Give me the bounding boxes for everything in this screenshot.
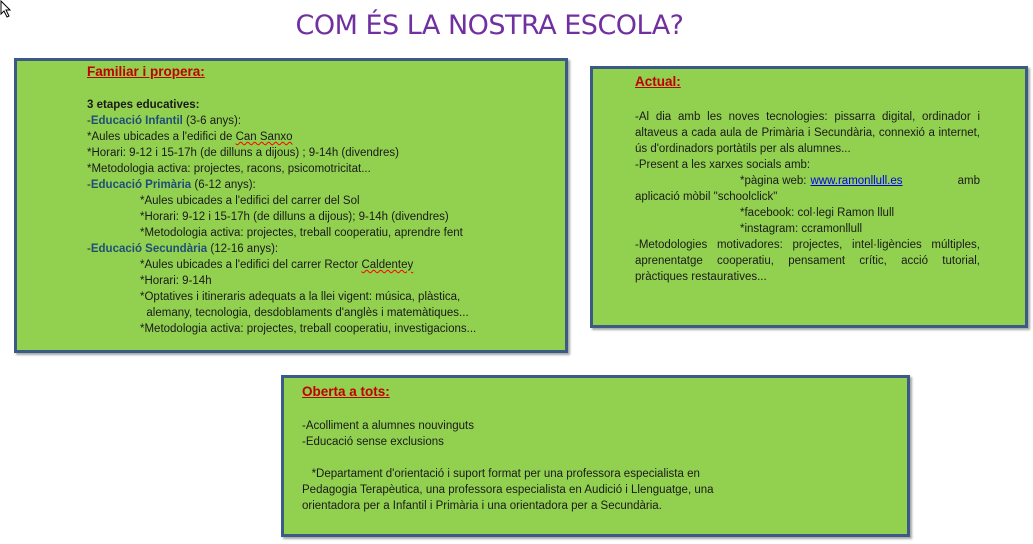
actual-heading: Actual:: [635, 74, 681, 89]
actual-tech: -Al dia amb les noves tecnologies: pissarra digital, ordinador i altaveus a cada aula de Primària i Secundària, connexió a internet, ús d'ordinadors portàtils per als alumnes...: [635, 111, 980, 155]
primaria-building: *Aules ubicades a l'edifici del carrer del Sol: [140, 195, 360, 207]
secundaria-header: -Educació Secundària (12-16 anys):: [87, 243, 279, 255]
oberta-department-cont2: orientadora per a Infantil i Primària i una orientadora per a Secundària.: [302, 500, 662, 512]
website-link[interactable]: www.ramonllull.es: [810, 175, 903, 187]
page-title: COM ÉS LA NOSTRA ESCOLA?: [295, 10, 684, 41]
actual-methods: -Metodologies motivadores: projectes, intel·ligències múltiples, aprenentatge cooperatiu, pensament crític, acció tutorial, pràctiques restauratives...: [635, 239, 980, 283]
infantil-method: *Metodologia activa: projectes, racons, psicomotricitat...: [87, 163, 371, 175]
secundaria-schedule: *Horari: 9-14h: [140, 275, 212, 287]
familiar-box: [14, 58, 568, 353]
secundaria-method: *Metodologia activa: projectes, treball cooperatiu, investigacions...: [140, 323, 477, 335]
actual-instagram: *instagram: ccramonllull: [740, 223, 863, 235]
oberta-box: [281, 375, 910, 537]
primaria-method: *Metodologia activa: projectes, treball cooperatiu, aprendre fent: [140, 227, 463, 239]
secundaria-optatives: *Optatives i itineraris adequats a la llei vigent: música, plàstica,: [140, 291, 461, 303]
oberta-heading: Oberta a tots:: [302, 384, 390, 399]
infantil-building: *Aules ubicades a l'edifici de Can Sanxo: [87, 131, 293, 143]
actual-box: [590, 66, 1028, 328]
stages-intro: 3 etapes educatives:: [87, 99, 200, 111]
oberta-newcomers: -Acolliment a alumnes nouvinguts: [302, 420, 474, 432]
secundaria-optatives-cont: alemany, tecnologia, desdoblaments d'anglès i matemàtiques...: [140, 307, 469, 319]
oberta-department: *Departament d'orientació i suport format per una professora especialista en: [302, 468, 700, 480]
actual-app: aplicació mòbil "schoolclick": [635, 191, 778, 203]
primaria-schedule: *Horari: 9-12 i 15-17h (de dilluns a dijous); 9-14h (divendres): [140, 211, 449, 223]
familiar-heading: Familiar i propera:: [87, 64, 205, 79]
oberta-department-cont1: Pedagogia Terapèutica, una professora especialista en Audició i Llenguatge, una: [302, 484, 714, 496]
primaria-header: -Educació Primària (6-12 anys):: [87, 179, 256, 191]
actual-social: -Present a les xarxes socials amb:: [635, 159, 811, 171]
infantil-header: -Educació Infantil (3-6 anys):: [87, 115, 242, 127]
actual-web: *pàgina web: www.ramonllull.es amb: [740, 175, 980, 187]
actual-facebook: *facebook: col·legi Ramon llull: [740, 207, 895, 219]
secundaria-building: *Aules ubicades a l'edifici del carrer Rector Caldentey: [140, 259, 414, 271]
infantil-schedule: *Horari: 9-12 i 15-17h (de dilluns a dijous) ; 9-14h (divendres): [87, 147, 399, 159]
oberta-inclusion: -Educació sense exclusions: [302, 436, 444, 448]
